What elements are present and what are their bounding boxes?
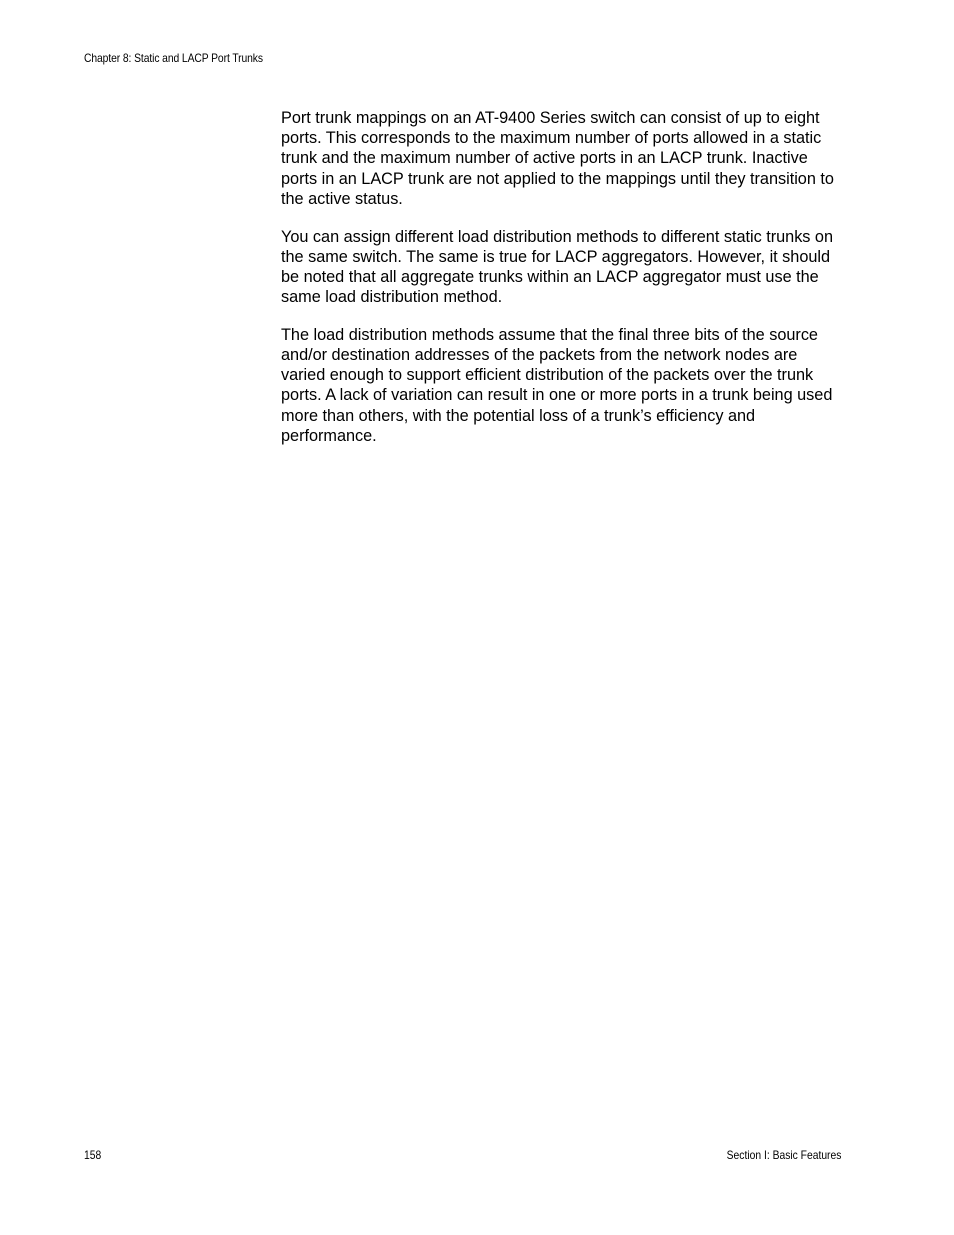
paragraph-load-distribution-assignment: You can assign different load distribution methods to different static trunks on the same switch. The same is true for LACP aggregators. However, it should be noted that all aggregate trunks within an LACP aggregator must use the same load distribution method.	[281, 227, 834, 307]
running-header-chapter-title: Chapter 8: Static and LACP Port Trunks	[84, 51, 263, 65]
page-number: 158	[84, 1148, 102, 1162]
running-footer-section-title: Section I: Basic Features	[726, 1148, 841, 1162]
body-text	[281, 108, 843, 464]
paragraph-trunk-mappings: Port trunk mappings on an AT-9400 Series switch can consist of up to eight ports. This corresponds to the maximum number of ports allowed in a static trunk and the maximum number of active ports in an LACP trunk. Inactive ports in an LACP trunk are not applied to the mappings until they transition to the active status.	[281, 109, 834, 208]
paragraph-load-distribution-assumptions: The load distribution methods assume that the final three bits of the source and/or destination addresses of the packets from the network nodes are varied enough to support efficient distribution of the packets over the trunk ports. A lack of variation can result in one or more ports in a trunk being used more than others, with the potential loss of a trunk’s efficiency and performance.	[281, 325, 833, 445]
